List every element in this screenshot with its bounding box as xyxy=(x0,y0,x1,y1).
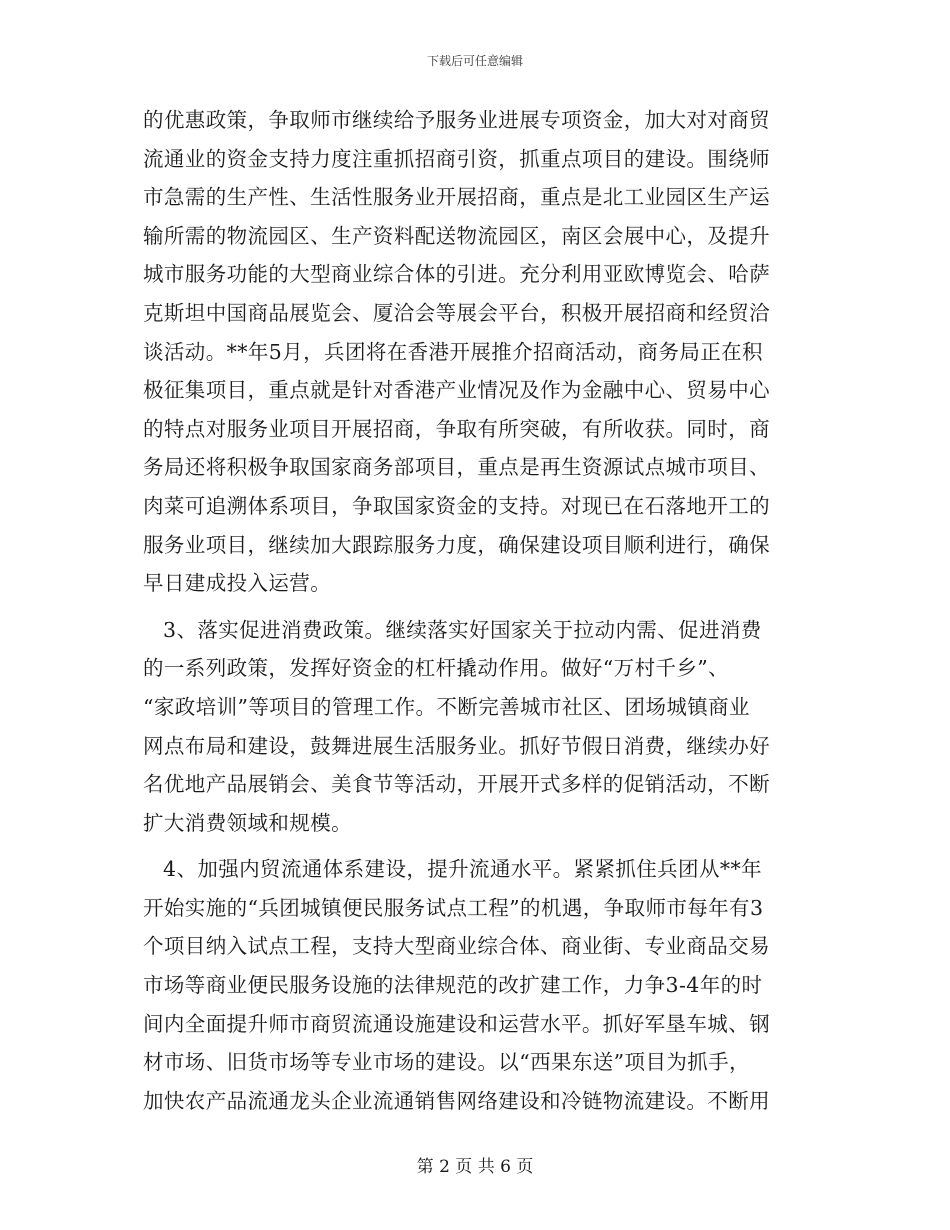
paragraph-3 xyxy=(143,850,808,1120)
text-line: 克斯坦中国商品展览会、厦洽会等展会平台，积极开展招商和经贸洽 xyxy=(143,300,770,325)
text-line: 市场等商业便民服务设施的法律规范的改扩建工作，力争3-4年的时 xyxy=(143,973,763,998)
text-line: 3、落实促进消费政策。继续落实好国家关于拉动内需、促进消费 xyxy=(163,617,762,642)
text-line: 的特点对服务业项目开展招商，争取有所突破，有所收获。同时，商 xyxy=(143,416,770,441)
paragraph-2 xyxy=(143,611,808,843)
text-line: 早日建成投入运营。 xyxy=(143,571,332,596)
text-line: 输所需的物流园区、生产资料配送物流园区，南区会展中心，及提升 xyxy=(143,223,770,248)
text-line: 网点布局和建设，鼓舞进展生活服务业。抓好节假日消费，继续办好 xyxy=(143,733,770,758)
text-line: 开始实施的“兵团城镇便民服务试点工程”的机遇，争取师市每年有3 xyxy=(143,895,764,920)
text-line: 城市服务功能的大型商业综合体的引进。充分利用亚欧博览会、哈萨 xyxy=(143,262,770,287)
text-line: 的一系列政策，发挥好资金的杠杆撬动作用。做好“万村千乡”、 xyxy=(143,656,730,681)
text-line: 流通业的资金支持力度注重抓招商引资，抓重点项目的建设。围绕师 xyxy=(143,146,770,171)
text-line: 服务业项目，继续加大跟踪服务力度，确保建设项目顺利进行，确保 xyxy=(143,532,770,557)
text-line: 谈活动。**年5月，兵团将在香港开展推介招商活动，商务局正在积 xyxy=(143,339,763,364)
text-line: 的优惠政策，争取师市继续给予服务业进展专项资金，加大对对商贸 xyxy=(143,108,770,132)
text-line: 材市场、旧货市场等专业市场的建设。以“西果东送”项目为抓手， xyxy=(143,1050,750,1075)
page-header: 下载后可任意编辑 xyxy=(426,54,523,68)
text-line: 间内全面提升师市商贸流通设施建设和运营水平。抓好军垦车城、钢 xyxy=(143,1011,770,1036)
text-line: 市急需的生产性、生活性服务业开展招商，重点是北工业园区生产运 xyxy=(143,185,770,210)
text-line: 扩大消费领域和规模。 xyxy=(143,810,352,835)
page-footer: 第 2 页 共 6 页 xyxy=(416,1157,534,1177)
text-line: 名优地产品展销会、美食节等活动，开展开式多样的促销活动，不断 xyxy=(143,772,770,797)
document-body xyxy=(143,101,808,1120)
text-line: 肉菜可追溯体系项目，争取国家资金的支持。对现已在石落地开工的 xyxy=(143,493,770,518)
text-line: 4、加强内贸流通体系建设，提升流通水平。紧紧抓住兵团从**年 xyxy=(163,857,763,882)
text-line: 务局还将积极争取国家商务部项目，重点是再生资源试点城市项目、 xyxy=(143,455,770,480)
text-line: 加快农产品流通龙头企业流通销售网络建设和冷链物流建设。不断用 xyxy=(143,1088,770,1113)
text-line: 个项目纳入试点工程，支持大型商业综合体、商业街、专业商品交易 xyxy=(143,934,770,959)
text-line: 极征集项目，重点就是针对香港产业情况及作为金融中心、贸易中心 xyxy=(143,378,770,403)
text-line: “家政培训”等项目的管理工作。不断完善城市社区、团场城镇商业 xyxy=(143,694,750,719)
paragraph-1 xyxy=(143,101,808,603)
